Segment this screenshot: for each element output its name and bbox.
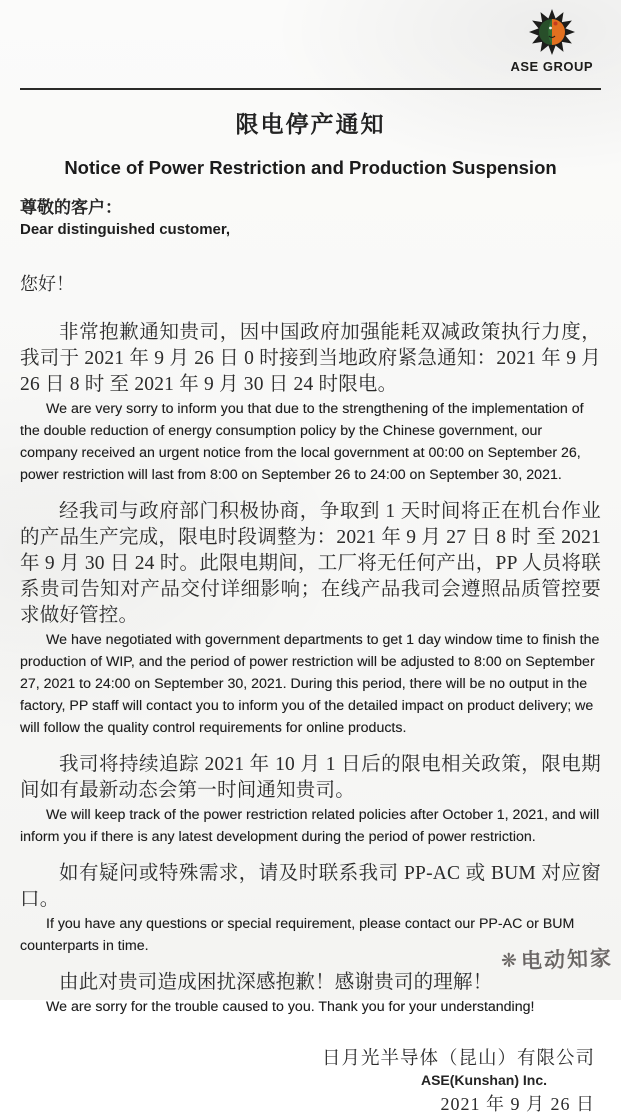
logo-brand-text: ASE GROUP bbox=[510, 59, 593, 74]
header-divider bbox=[20, 88, 601, 90]
paragraph-2-english: We have negotiated with government departments to get 1 day window time to finish the production of WIP, and the period of power restriction will be adjusted to 8:00 on September 27, 2021 to 24:00 on September 30, 2021. During this period, there will be no output in the factory, PP staff will contact you to inform you of the detailed impact on product delivery; we will follow the quality control requirements for online products. bbox=[20, 632, 600, 736]
snowflake-icon: ❋ bbox=[500, 949, 520, 972]
title-chinese: 限电停产通知 bbox=[235, 112, 386, 137]
paragraph-1-english: We are very sorry to inform you that due to the strengthening of the implementation of the double reduction of energy consumption policy by the Chinese government, our company received an urgent notice from the local government at 00:00 on September 26, power restriction will last from 8:00 on September 26 to 24:00 on September 30, 2021. bbox=[20, 401, 584, 483]
signature-company-english: ASE(Kunshan) Inc. bbox=[420, 1072, 547, 1088]
paragraph-group-1 bbox=[20, 320, 601, 486]
paragraph-3-chinese: 我司将持续追踪 2021 年 10 月 1 日后的限电相关政策，限电期间如有最新动态会第一时间通知贵司。 bbox=[20, 754, 601, 801]
paragraph-5-english: We are sorry for the trouble caused to you. Thank you for your understanding! bbox=[46, 999, 535, 1015]
hello-line: 您好！ bbox=[20, 274, 74, 294]
salutation-english: Dear distinguished customer, bbox=[20, 221, 231, 238]
letterhead bbox=[20, 8, 601, 82]
paragraph-group-4 bbox=[20, 861, 601, 957]
signature-company-chinese: 日月光半导体（昆山）有限公司 bbox=[321, 1049, 595, 1069]
paragraph-4-english: If you have any questions or special requirement, please contact our PP-AC or BUM counterparts in time. bbox=[20, 916, 575, 954]
paragraph-2-chinese: 经我司与政府部门积极协商，争取到 1 天时间将正在机台作业的产品生产完成，限电时段调整为：2021 年 9 月 27 日 8 时 至 2021 年 9 月 30 日 24 时。此限电期间，工厂将无任何产出，PP 人员将联系贵司告知对产品交付详细影响；在线产品我司会遵照品质管控要求做好管控。 bbox=[20, 501, 601, 626]
paragraph-group-2 bbox=[20, 499, 601, 739]
salutation-chinese: 尊敬的客户： bbox=[20, 198, 122, 217]
ase-sunburst-icon bbox=[528, 8, 576, 56]
paragraph-group-5 bbox=[20, 970, 601, 1018]
paragraph-group-3 bbox=[20, 752, 601, 848]
watermark-text: 电动知家 bbox=[520, 947, 614, 974]
title-english: Notice of Power Restriction and Production Suspension bbox=[64, 157, 557, 178]
signature-block bbox=[20, 1044, 601, 1116]
paragraph-3-english: We will keep track of the power restriction related policies after October 1, 2021, and will inform you if there is any latest development during the period of power restriction. bbox=[20, 807, 600, 845]
paragraph-4-chinese: 如有疑问或特殊需求，请及时联系我司 PP-AC 或 BUM 对应窗口。 bbox=[20, 863, 601, 910]
paragraph-1-chinese: 非常抱歉通知贵司，因中国政府加强能耗双减政策执行力度，我司于 2021 年 9 月 26 日 0 时接到当地政府紧急通知：2021 年 9 月 26 日 8 时 至 2021 年 9 月 30 日 24 时限电。 bbox=[20, 322, 601, 395]
signature-date: 2021 年 9 月 26 日 bbox=[440, 1094, 595, 1114]
ase-group-logo bbox=[510, 8, 593, 74]
paragraph-5-chinese: 由此对贵司造成困扰深感抱歉！感谢贵司的理解！ bbox=[59, 972, 493, 993]
